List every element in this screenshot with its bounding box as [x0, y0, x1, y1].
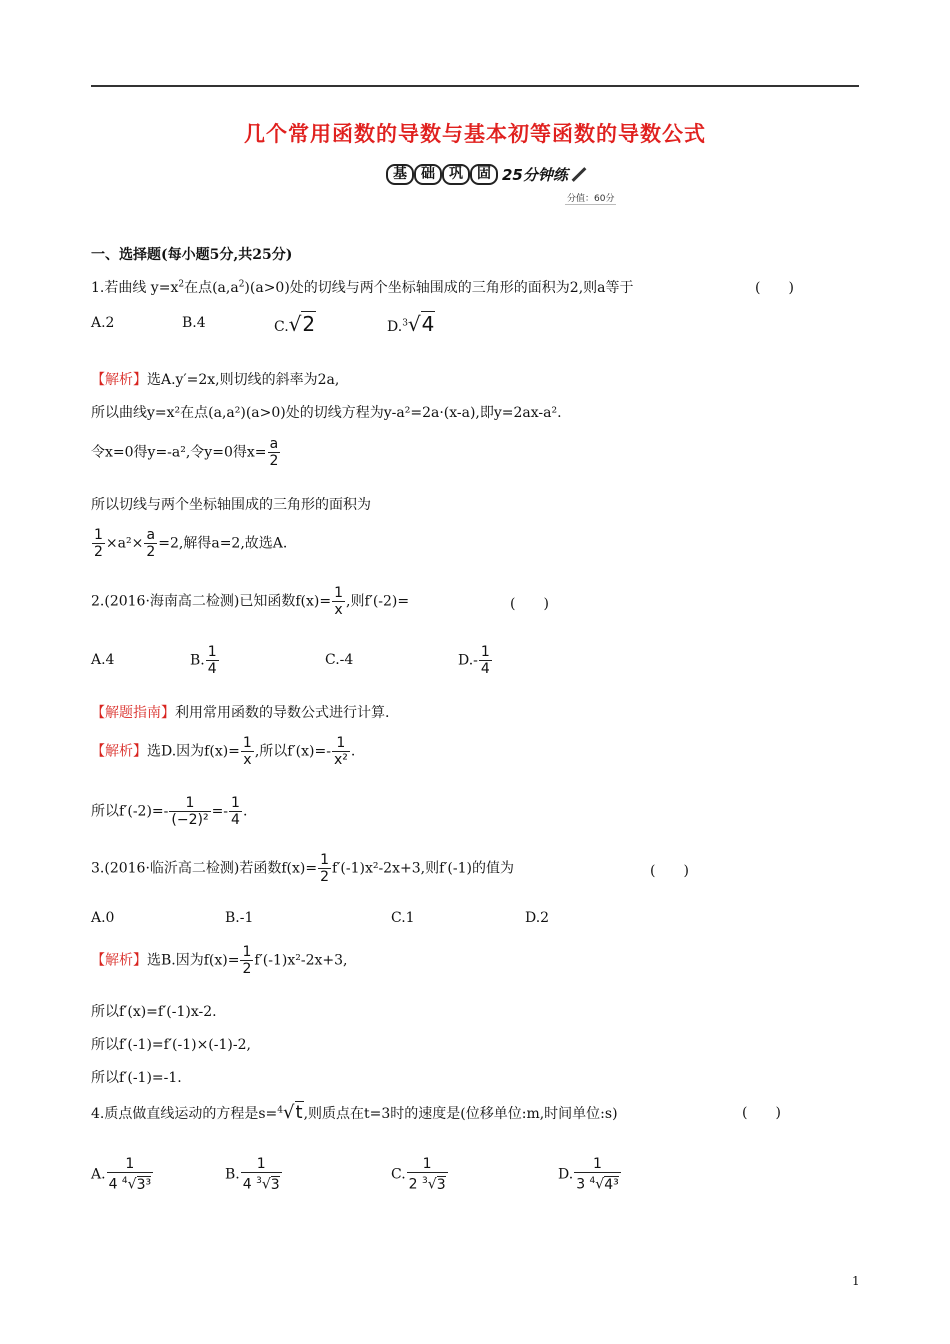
option-label: A.: [91, 1166, 106, 1183]
option-a: A.4: [91, 652, 115, 668]
answer-paren: ( ): [510, 596, 549, 612]
fraction: $\frac{1}{2}$: [94, 527, 103, 560]
option-label: D.: [387, 319, 403, 335]
radicand: 2: [302, 312, 316, 336]
option-label: B.: [225, 1166, 240, 1183]
option-a: A.0: [91, 910, 115, 926]
answer-paren: ( ): [742, 1105, 781, 1121]
fraction: $\frac{1}{3 ^4√4^3}$: [576, 1156, 619, 1193]
fraction: $\frac{1}{4}$: [231, 795, 240, 828]
q1-analysis-4: 所以切线与两个坐标轴围成的三角形的面积为: [91, 497, 371, 513]
radicand: 4: [421, 312, 435, 336]
analysis-text: 选D.因为f(x)=: [147, 743, 240, 760]
score-label: 分值：60分: [565, 191, 616, 205]
banner-chip: 巩: [442, 164, 470, 185]
q1-analysis-2: 所以曲线y=x²在点(a,a²)(a>0)处的切线方程为y-a²=2a·(x-a),即y=2ax-a².: [91, 405, 562, 421]
option-d: D.2: [525, 910, 550, 926]
fraction: $\frac{a}{2}$: [146, 527, 156, 560]
banner-time: 25分钟练: [502, 165, 568, 184]
option-label: C.: [274, 319, 289, 335]
question-3-stem: [91, 852, 514, 885]
stem-text: 4.质点做直线运动的方程是s=: [91, 1106, 278, 1122]
q2-guide: [91, 702, 389, 722]
analysis-text: f′(-1)x²-2x+3,: [254, 952, 348, 969]
q1-analysis-1: [91, 369, 339, 389]
answer-paren: ( ): [755, 280, 794, 296]
page-number: 1: [852, 1274, 860, 1288]
section-heading: 一、选择题(每小题5分,共25分): [91, 247, 293, 263]
q2-analysis-2: [91, 795, 247, 828]
stem-text: )(a>0)处的切线与两个坐标轴围成的三角形的面积为2,则a等于: [244, 280, 634, 296]
guide-tag: 【解题指南】: [91, 705, 175, 721]
fraction: $\frac{1}{4 ^4√3^3}$: [108, 1156, 152, 1193]
analysis-text: 所以f′(-2)=-: [91, 803, 169, 820]
fraction: $\frac{1}{\text{(−2)²}}$: [171, 795, 209, 828]
option-label: D.: [558, 1166, 574, 1183]
question-1-stem: 1.若曲线 $y=x^2$在点$(a,a^2)(a>0)$处的切线与两个坐标轴围成的三角形的面积为2,则a等于: [91, 279, 634, 296]
option-d: [558, 1156, 622, 1193]
option-c: C.-4: [325, 652, 354, 668]
fraction: $\frac{1}{2}$: [320, 852, 330, 885]
fraction: $\frac{1}{x}$: [334, 585, 344, 618]
q3-analysis-2: 所以f′(x)=f′(-1)x-2.: [91, 1004, 217, 1020]
analysis-text: ,所以f′(x)=-: [254, 743, 331, 760]
fraction: $\frac{1}{4}$: [207, 644, 217, 677]
analysis-text: .: [242, 803, 248, 820]
header-rule: [91, 85, 859, 87]
option-a: [91, 1156, 154, 1193]
option-b: B.4: [182, 315, 206, 331]
guide-text: 利用常用函数的导数公式进行计算.: [175, 705, 390, 721]
option-c: [274, 312, 316, 336]
stem-text: ,则f′(-2)=: [346, 593, 410, 610]
answer-paren: ( ): [650, 863, 689, 879]
analysis-text: =-: [211, 803, 229, 820]
option-b: [190, 644, 220, 677]
fraction: $\frac{1}{x}$: [242, 735, 252, 768]
q2-analysis-1: [91, 735, 355, 768]
analysis-text: 选A.y′=2x,则切线的斜率为2a,: [147, 372, 340, 388]
q3-analysis-1: [91, 944, 347, 977]
analysis-tag: 【解析】: [91, 952, 147, 969]
page-title: 几个常用函数的导数与基本初等函数的导数公式: [244, 122, 706, 146]
analysis-text: 令x=0得y=-a²,令y=0得x=: [91, 444, 267, 461]
analysis-tag: 【解析】: [91, 372, 147, 388]
analysis-text: =2,解得a=2,故选A.: [158, 535, 288, 552]
banner-chip: 固: [470, 164, 498, 185]
option-a: A.2: [91, 315, 115, 331]
fraction: $\frac{1}{4}$: [480, 644, 490, 677]
fraction: $\frac{a}{2}$: [269, 436, 279, 469]
option-b: B.-1: [225, 910, 254, 926]
option-b: [225, 1156, 283, 1193]
stem-text: ,则质点在t=3时的速度是(位移单位:m,时间单位:s): [303, 1106, 618, 1122]
banner-chip: 础: [414, 164, 442, 185]
banner-chip: 基: [386, 164, 414, 185]
fraction: $\frac{1}{\text{x²}}$: [333, 735, 348, 768]
section-banner: [386, 163, 588, 185]
q1-analysis-5: [91, 527, 287, 560]
root-index: 3: [402, 318, 408, 329]
question-4-stem: 4.质点做直线运动的方程是s=$^4$√t,则质点在t=3时的速度是(位移单位:m,时间单位:s): [91, 1102, 618, 1123]
option-label: D.-: [458, 652, 478, 669]
sqrt: √2: [288, 312, 316, 336]
stem-text: f′(-1)x²-2x+3,则f′(-1)的值为: [332, 860, 514, 877]
stem-text: 1.若曲线 y=x: [91, 280, 179, 296]
q3-analysis-3: 所以f′(-1)=f′(-1)×(-1)-2,: [91, 1037, 251, 1053]
stem-text: 3.(2016·临沂高二检测)若函数f(x)=: [91, 860, 318, 877]
stem-text: 在点(a,a: [184, 280, 239, 296]
cube-root: √4: [407, 312, 435, 336]
option-label: B.: [190, 652, 205, 669]
question-2-stem: [91, 585, 409, 618]
q1-analysis-3: [91, 436, 281, 469]
pen-icon: [571, 167, 586, 182]
analysis-text: 选B.因为f(x)=: [147, 952, 240, 969]
fraction: $\frac{1}{4 ^3√3}$: [242, 1156, 280, 1193]
analysis-text: .: [350, 743, 356, 760]
option-c: C.1: [391, 910, 415, 926]
option-label: C.: [391, 1166, 406, 1183]
option-d: [387, 312, 435, 336]
fraction: $\frac{1}{2}$: [242, 944, 252, 977]
option-c: [391, 1156, 449, 1193]
analysis-tag: 【解析】: [91, 743, 147, 760]
q3-analysis-4: 所以f′(-1)=-1.: [91, 1070, 182, 1086]
option-d: [458, 644, 493, 677]
fourth-root: √t: [283, 1102, 303, 1123]
fraction: $\frac{1}{2 ^3√3}$: [408, 1156, 446, 1193]
stem-text: 2.(2016·海南高二检测)已知函数f(x)=: [91, 593, 332, 610]
analysis-text: ×a²×: [105, 535, 144, 552]
